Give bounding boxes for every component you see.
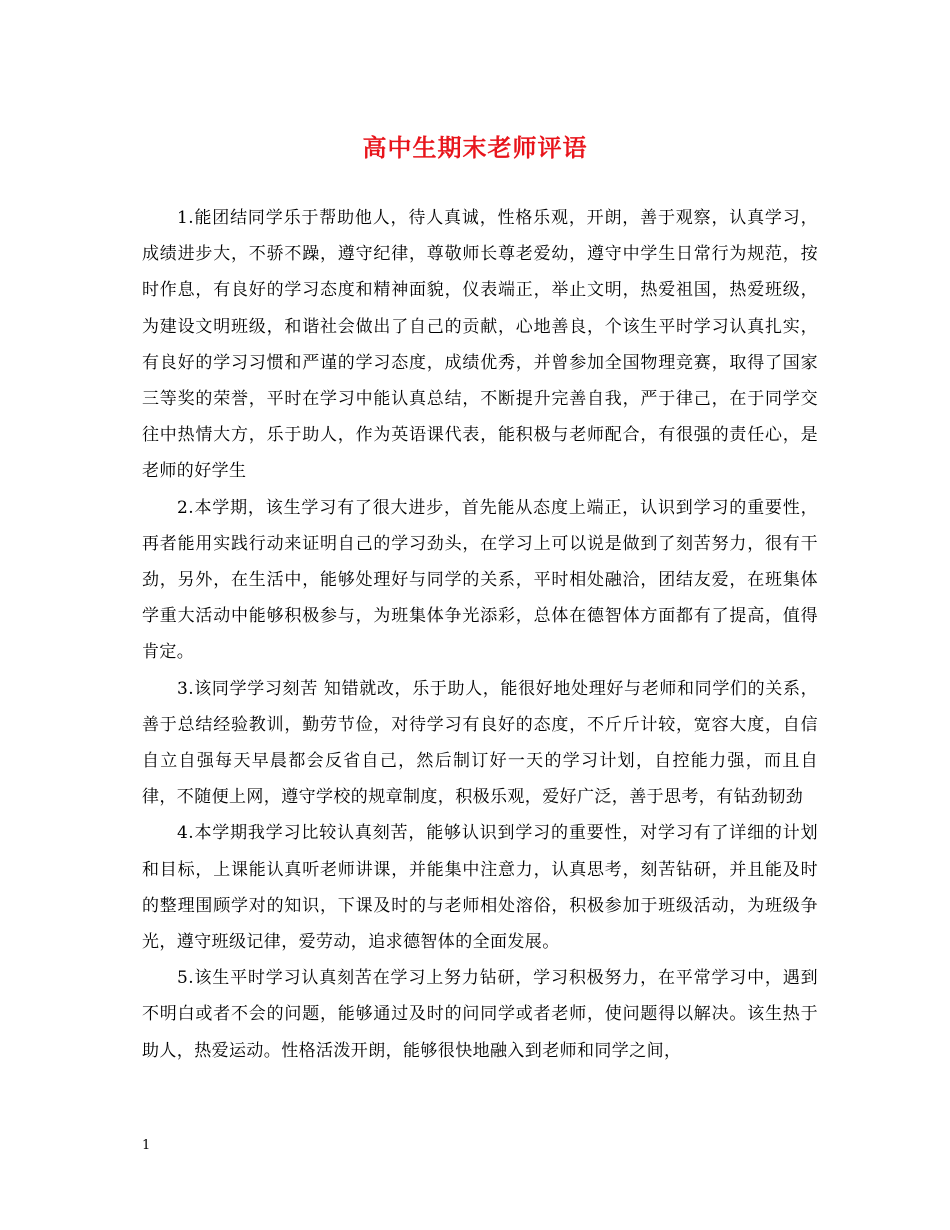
paragraph-2: 2.本学期，该生学习有了很大进步，首先能从态度上端正，认识到学习的重要性，再者能用实践行动来证明自己的学习劲头，在学习上可以说是做到了刻苦努力，很有干劲，另外，在生活中，能够处理好与同学的关系，平时相处融洽，团结友爱，在班集体学重大活动中能够积极参与，为班集体争光添彩，总体在德智体方面都有了提高，值得肯定。	[142, 497, 818, 663]
page-number: 1	[142, 1138, 151, 1153]
document-body	[142, 200, 818, 1069]
paragraph-3: 3.该同学学习刻苦 知错就改，乐于助人，能很好地处理好与老师和同学们的关系，善于总结经验教训，勤劳节俭，对待学习有良好的态度，不斤斤计较，宽容大度，自信自立自强每天早晨都会反省自己，然后制订好一天的学习计划，自控能力强，而且自律，不随便上网，遵守学校的规章制度，积极乐观，爱好广泛，善于思考，有钻劲韧劲	[142, 678, 818, 808]
paragraph-5: 5.该生平时学习认真刻苦在学习上努力钻研，学习积极努力，在平常学习中，遇到不明白或者不会的问题，能够通过及时的问同学或者老师，使问题得以解决。该生热于助人，热爱运动。性格活泼开朗，能够很快地融入到老师和同学之间，	[142, 968, 818, 1061]
paragraph-4: 4.本学期我学习比较认真刻苦，能够认识到学习的重要性，对学习有了详细的计划和目标，上课能认真听老师讲课，并能集中注意力，认真思考，刻苦钻研，并且能及时的整理围顾学对的知识，下课及时的与老师相处溶俗，积极参加于班级活动，为班级争光，遵守班级记律，爱劳动，追求德智体的全面发展。	[142, 823, 818, 953]
paragraph-1: 1.能团结同学乐于帮助他人，待人真诚，性格乐观，开朗，善于观察，认真学习，成绩进步大，不骄不躁，遵守纪律，尊敬师长尊老爱幼，遵守中学生日常行为规范，按时作息，有良好的学习态度和精神面貌，仪表端正，举止文明，热爱祖国，热爱班级，为建设文明班级，和谐社会做出了自己的贡献，心地善良，个该生平时学习认真扎实，有良好的学习习惯和严谨的学习态度，成绩优秀，并曾参加全国物理竞赛，取得了国家三等奖的荣誉，平时在学习中能认真总结，不断提升完善自我，严于律己，在于同学交往中热情大方，乐于助人，作为英语课代表，能积极与老师配合，有很强的责任心，是老师的好学生	[142, 208, 818, 482]
document-title: 高中生期末老师评语	[362, 133, 588, 162]
